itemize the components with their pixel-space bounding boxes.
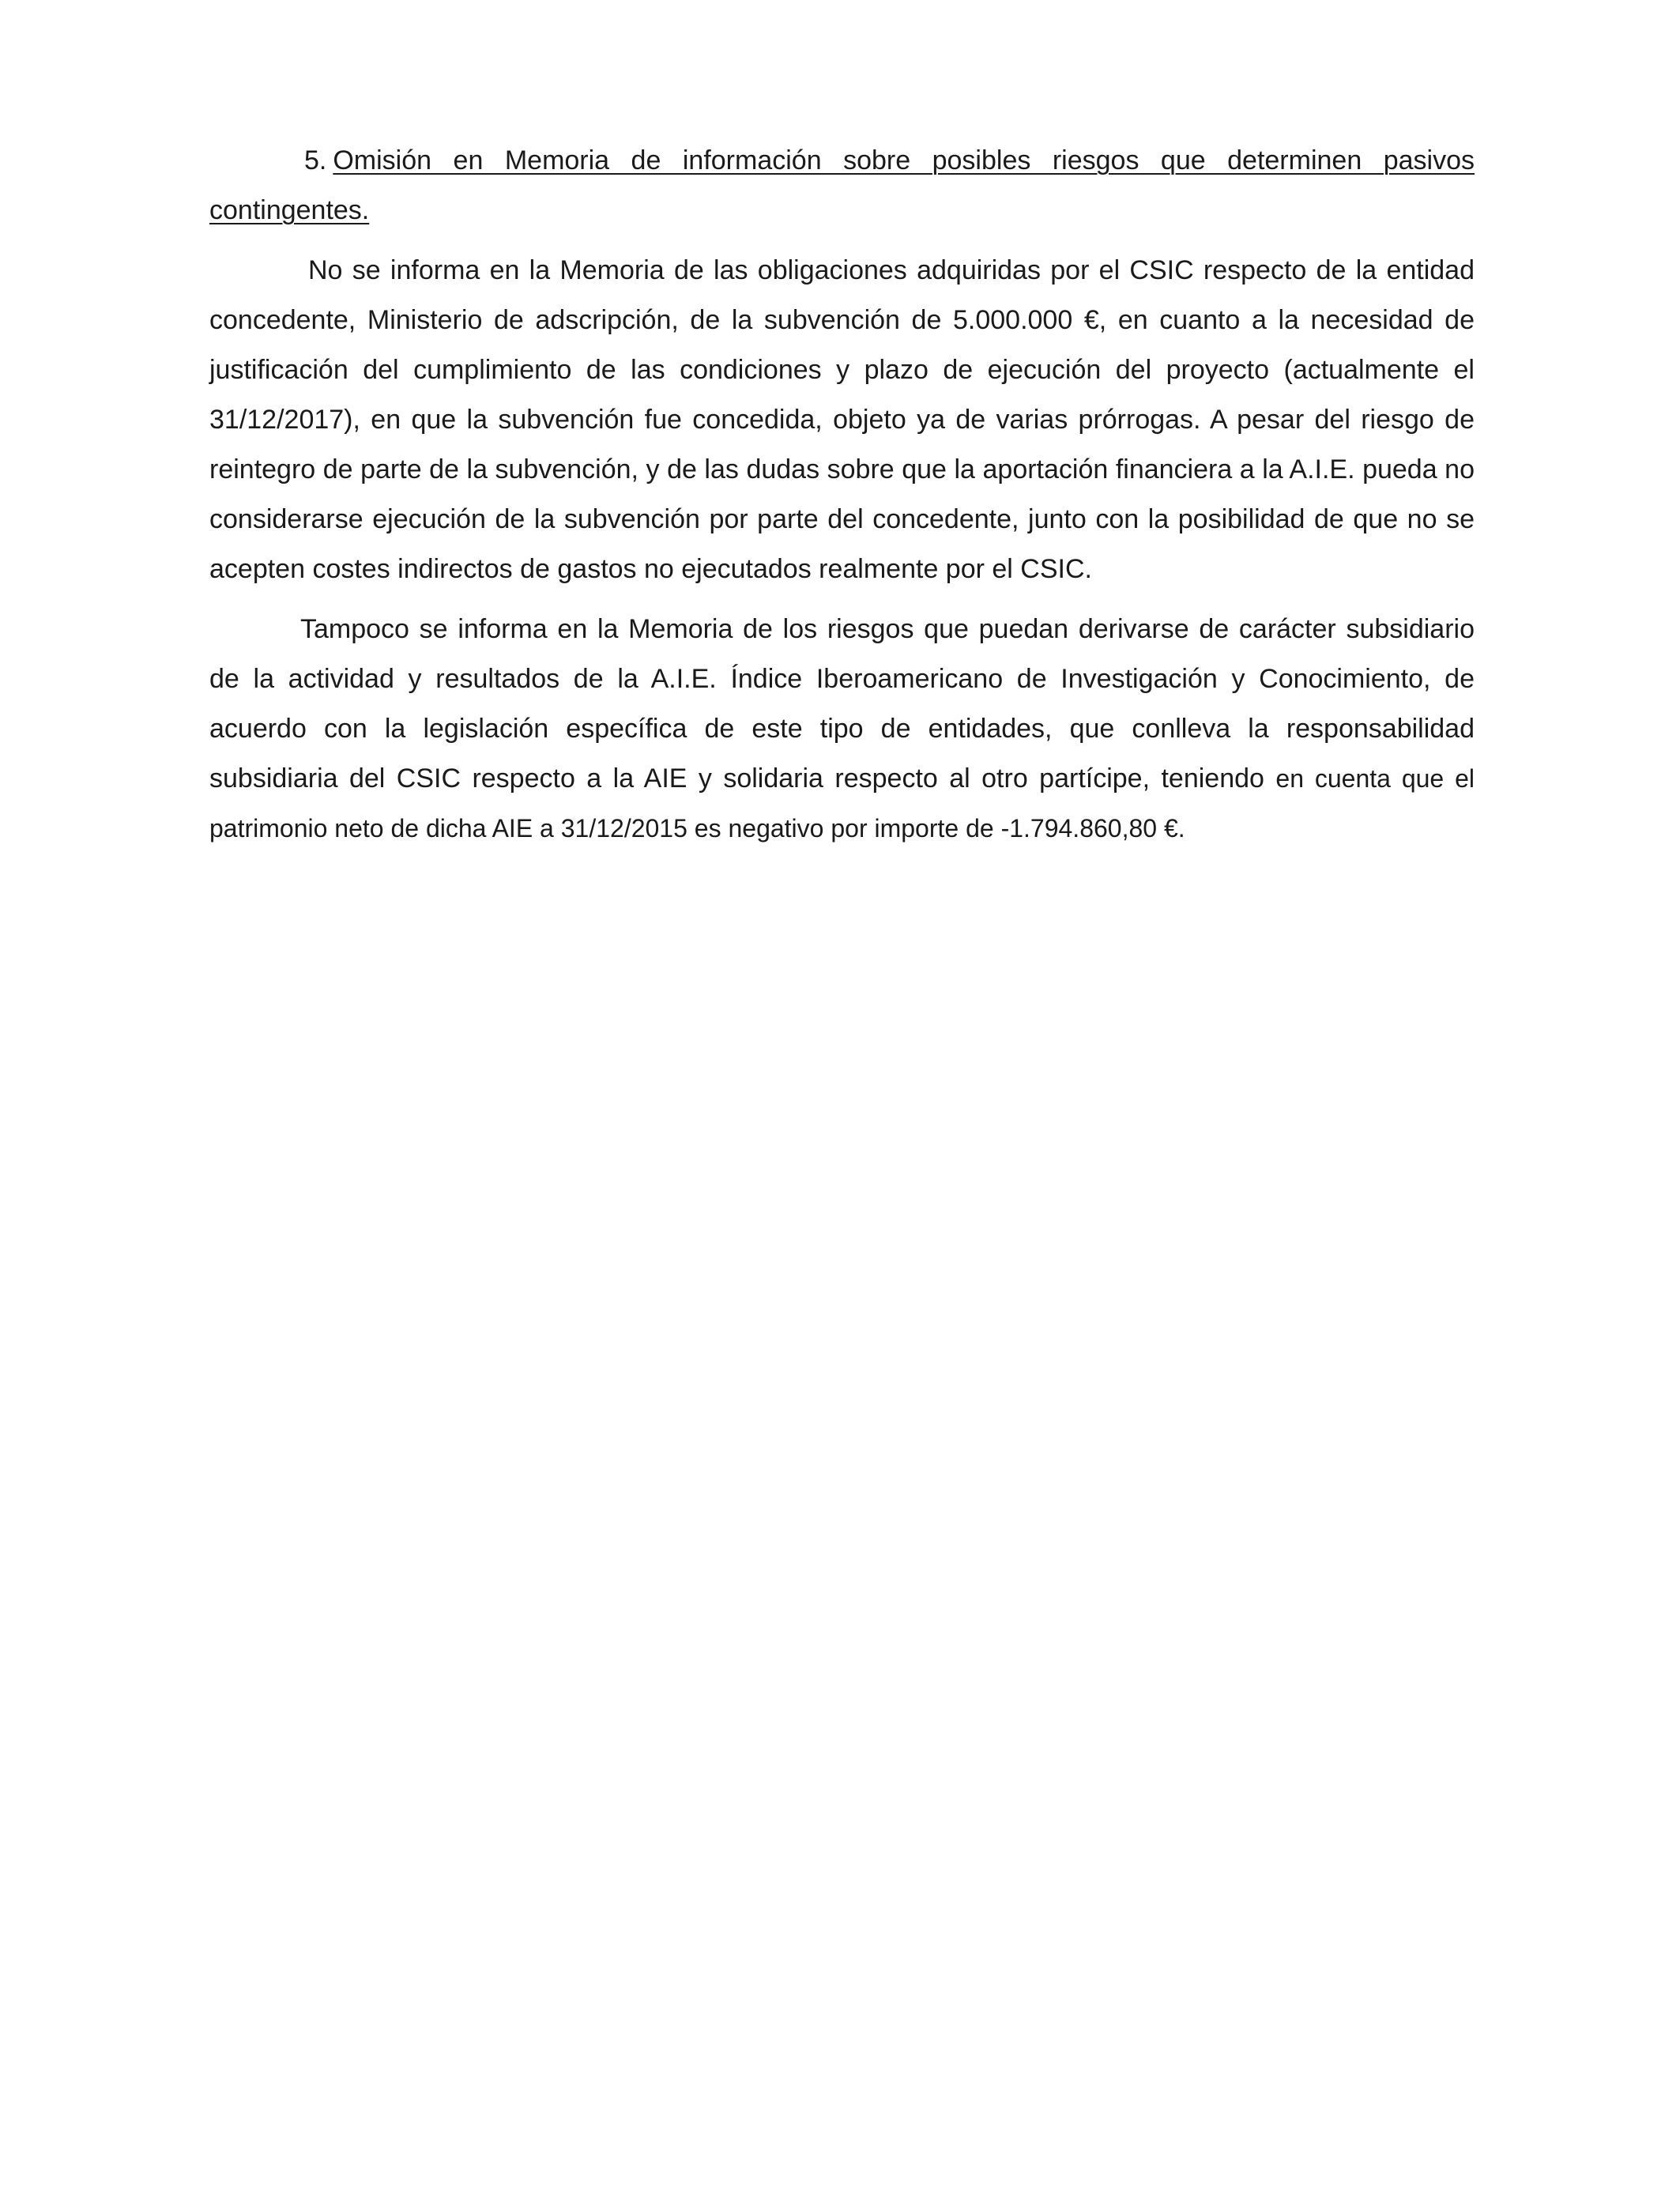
paragraph-subsidiary-risk-main: Tampoco se informa en la Memoria de los riesgos que puedan derivarse de carácter subsidiario de la actividad y resultados de la A.I.E. Índice Iberoamericano de Investigación y Conocimiento, de acuerdo con la legislación específica de este tipo de entidades, que conlleva la responsabilidad subsidiaria del CSIC respecto a la AIE y solidaria respecto al otro partícipe, teniendo (209, 614, 1475, 794)
paragraph-obligations: No se informa en la Memoria de las obligaciones adquiridas por el CSIC respecto de la entidad concedente, Ministerio de adscripción, de la subvención de 5.000.000 €, en cuanto a la necesidad de justificación del cumplimiento de las condiciones y plazo de ejecución del proyecto (actualmente el 31/12/2017), en que la subvención fue concedida, objeto ya de varias prórrogas. A pesar del riesgo de reintegro de parte de la subvención, y de las dudas sobre que la aportación financiera a la A.I.E. pueda no considerarse ejecución de la subvención por parte del concedente, junto con la posibilidad de que no se acepten costes indirectos de gastos no ejecutados realmente por el CSIC. (209, 255, 1475, 584)
paragraph-subsidiary-risk (209, 605, 1475, 854)
paragraph-subsidiary-risk-tail: en cuenta que el patrimonio neto de dicha AIE a 31/12/2015 es negativo por importe de -1.794.860,80 €. (209, 764, 1475, 843)
section-number: 5. (304, 145, 327, 175)
section-heading (209, 136, 1475, 236)
section-title: Omisión en Memoria de información sobre posibles riesgos que determinen pasivos contingentes. (209, 145, 1475, 225)
document-body (209, 136, 1475, 864)
